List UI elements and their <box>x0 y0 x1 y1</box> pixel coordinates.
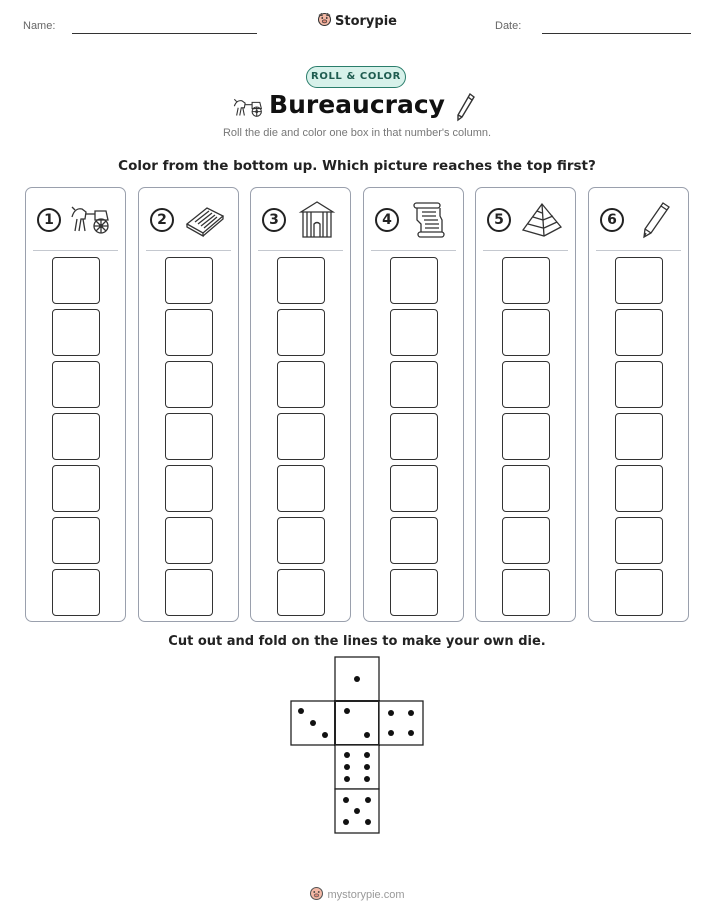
color-box[interactable] <box>52 361 100 408</box>
color-box[interactable] <box>52 413 100 460</box>
color-box[interactable] <box>502 361 550 408</box>
chariot-icon <box>70 200 114 240</box>
column-6 <box>588 187 689 622</box>
color-box[interactable] <box>165 569 213 616</box>
color-box[interactable] <box>390 517 438 564</box>
column-1 <box>25 187 126 622</box>
pig-mascot-icon <box>317 12 332 31</box>
date-label: Date: <box>495 20 522 32</box>
column-3 <box>250 187 351 622</box>
color-box[interactable] <box>277 257 325 304</box>
column-divider <box>33 250 118 251</box>
color-box[interactable] <box>165 465 213 512</box>
die-instruction-text: Cut out and fold on the lines to make your own die. <box>168 634 546 649</box>
color-box[interactable] <box>615 361 663 408</box>
color-box[interactable] <box>277 569 325 616</box>
subtitle: Roll the die and color one box in that number's column. <box>222 127 492 139</box>
color-box[interactable] <box>502 517 550 564</box>
color-box[interactable] <box>277 465 325 512</box>
color-box[interactable] <box>165 517 213 564</box>
color-box[interactable] <box>390 361 438 408</box>
color-box[interactable] <box>165 309 213 356</box>
pig-mascot-icon <box>309 886 324 904</box>
color-box[interactable] <box>502 309 550 356</box>
color-box[interactable] <box>502 257 550 304</box>
page-title: Bureaucracy <box>269 90 445 119</box>
column-divider <box>146 250 231 251</box>
color-box[interactable] <box>390 413 438 460</box>
color-box[interactable] <box>52 569 100 616</box>
color-box[interactable] <box>277 361 325 408</box>
color-box[interactable] <box>277 517 325 564</box>
column-number: 2 <box>150 208 174 232</box>
pencil-icon <box>633 200 677 240</box>
clay-tablet-icon <box>183 200 227 240</box>
color-box[interactable] <box>615 517 663 564</box>
column-divider <box>483 250 568 251</box>
color-box[interactable] <box>615 465 663 512</box>
color-box[interactable] <box>390 569 438 616</box>
color-box[interactable] <box>165 257 213 304</box>
instruction-text: Color from the bottom up. Which picture reaches the top first? <box>118 158 596 174</box>
scroll-icon <box>408 200 452 240</box>
column-divider <box>596 250 681 251</box>
brand-name: Storypie <box>335 14 397 29</box>
color-box[interactable] <box>502 465 550 512</box>
die-face-center <box>335 701 379 745</box>
column-number: 5 <box>487 208 511 232</box>
column-number: 1 <box>37 208 61 232</box>
color-box[interactable] <box>52 465 100 512</box>
color-box[interactable] <box>165 413 213 460</box>
color-box[interactable] <box>52 257 100 304</box>
brand-logo <box>0 12 714 31</box>
roll-and-color-badge: ROLL & COLOR <box>306 66 406 88</box>
pyramid-icon <box>520 200 564 240</box>
color-box[interactable] <box>615 413 663 460</box>
color-box[interactable] <box>615 257 663 304</box>
die-net <box>290 656 426 836</box>
color-box[interactable] <box>615 309 663 356</box>
footer-url[interactable]: mystorypie.com <box>327 888 405 901</box>
column-5 <box>475 187 576 622</box>
date-line[interactable] <box>542 33 691 34</box>
column-4 <box>363 187 464 622</box>
name-label: Name: <box>23 20 56 32</box>
granary-icon <box>295 200 339 240</box>
column-divider <box>258 250 343 251</box>
color-box[interactable] <box>390 465 438 512</box>
color-box[interactable] <box>390 257 438 304</box>
die-net-drawing <box>290 656 426 836</box>
color-box[interactable] <box>390 309 438 356</box>
color-box[interactable] <box>502 569 550 616</box>
column-number: 6 <box>600 208 624 232</box>
die-face-6 <box>335 745 379 789</box>
color-box[interactable] <box>615 569 663 616</box>
column-number: 3 <box>262 208 286 232</box>
die-face-4 <box>379 701 423 745</box>
color-box[interactable] <box>277 309 325 356</box>
name-line[interactable] <box>72 33 257 34</box>
color-box[interactable] <box>502 413 550 460</box>
color-box[interactable] <box>277 413 325 460</box>
color-box[interactable] <box>52 309 100 356</box>
column-number: 4 <box>375 208 399 232</box>
color-box[interactable] <box>165 361 213 408</box>
column-divider <box>371 250 456 251</box>
footer <box>0 886 714 904</box>
color-box[interactable] <box>52 517 100 564</box>
column-2 <box>138 187 239 622</box>
